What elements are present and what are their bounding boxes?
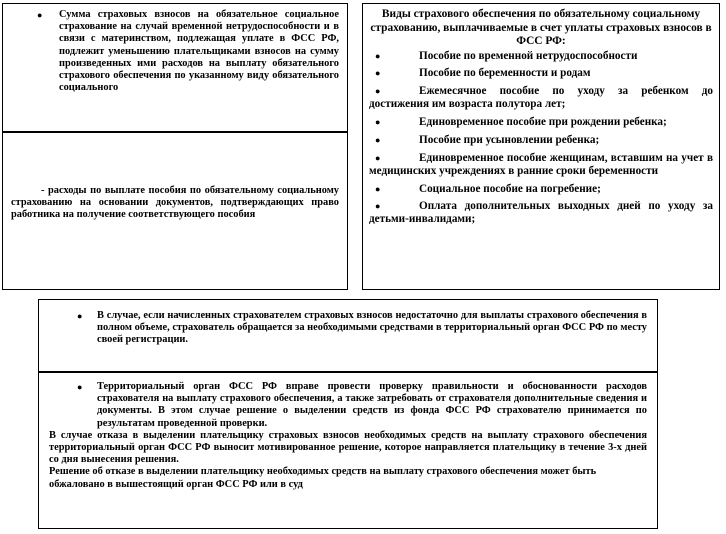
list-item: ● Ежемесячное пособие по уходу за ребенком до достижения им возраста полутора лет; (369, 85, 713, 111)
bullet-icon: ● (375, 152, 381, 163)
bullet-icon: ● (375, 68, 381, 79)
benefit-expenses-text: - расходы по выплате пособия по обязательному социальному страхованию на основании документов, подтверждающих право работника на получение соответствующего пособия (11, 185, 339, 221)
bullet-icon: ● (77, 311, 83, 321)
box-benefit-expenses (2, 132, 348, 290)
box-contributions-reduction (2, 3, 348, 132)
insurance-types-title: Виды страхового обеспечения по обязательному социальному страхованию, выплачиваемые в счет уплаты страховых взносов в ФСС РФ: (370, 8, 712, 48)
list-item: ● Пособие при усыновлении ребенка; (375, 133, 600, 146)
bullet-icon: ● (375, 117, 381, 128)
list-item: ● Социальное пособие на погребение; (375, 182, 601, 195)
box-insurance-types (362, 3, 720, 290)
bullet-icon: ● (375, 201, 381, 212)
fss-audit-text: Территориальный орган ФСС РФ вправе провести проверку правильности и обоснованности расходов страхователя на выплату страхового обеспечения, а также затребовать от страхователя дополнительные сведения и документы. В этом случае решение о выделении средств из фонда ФСС РФ страхователю принимается по результатам проведенной проверки. (97, 381, 647, 429)
bullet-icon: ● (37, 10, 43, 20)
list-item: ● Пособие по временной нетрудоспособности (375, 49, 638, 62)
insufficient-contributions-text: В случае, если начисленных страхователем страховых взносов недостаточно для выплаты страхового обеспечения в полном объеме, страхователь обращается за необходимыми средствами в территориальный орган ФСС РФ по месту своей регистрации. (97, 310, 647, 346)
box-fss-audit (38, 372, 658, 529)
insurance-types-list (369, 50, 713, 227)
bullet-icon: ● (375, 134, 381, 145)
bullet-icon: ● (77, 382, 83, 392)
box-insufficient-contributions (38, 299, 658, 372)
contributions-reduction-text: Сумма страховых взносов на обязательное социальное страхование на случай временной нетрудоспособности и в связи с материнством, подлежащая уплате в ФСС РФ, подлежит уменьшению плательщиками взносов на сумму произведенных ими расходов на выплату обязательного страхового обеспечения по указанному виду обязательного социального (59, 9, 339, 94)
refusal-decision-text: В случае отказа в выделении плательщику страховых взносов необходимых средств на выплату страхового обеспечения территориальный орган ФСС РФ выносит мотивированное решение, которое направляется плательщику в течение 3-х дней со дня вынесения решения. (49, 429, 647, 466)
appeal-text: Решение об отказе в выделении плательщику необходимых средств на выплату страхового обеспечения может быть обжаловано в вышестоящий орган ФСС РФ или в суд (49, 466, 597, 490)
bullet-icon: ● (375, 86, 381, 97)
list-item: ● Оплата дополнительных выходных дней по уходу за детьми-инвалидами; (369, 200, 713, 226)
list-item: ● Пособие по беременности и родам (375, 67, 591, 80)
list-item: ● Единовременное пособие женщинам, вставшим на учет в медицинских учреждениях в ранние сроки беременности (369, 151, 713, 177)
bullet-icon: ● (375, 183, 381, 194)
list-item: ● Единовременное пособие при рождении ребенка; (375, 116, 667, 129)
bullet-icon: ● (375, 50, 381, 61)
